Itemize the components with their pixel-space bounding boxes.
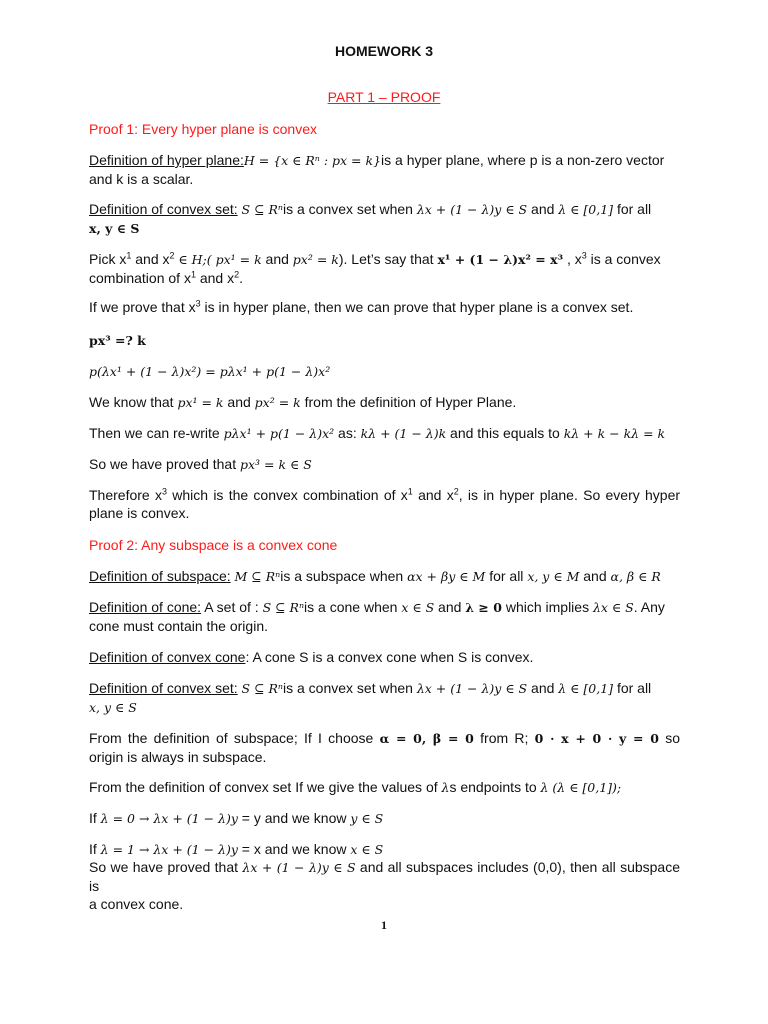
math: S ⊆ Rⁿ xyxy=(241,681,283,696)
math: 0 · x + 0 · y = 0 xyxy=(534,731,659,746)
superscript: 1 xyxy=(190,269,196,280)
text: for all xyxy=(616,201,652,217)
text: which implies xyxy=(505,599,590,615)
text: is a cone when xyxy=(304,599,398,615)
math: px² = k xyxy=(254,395,301,410)
math: x, y ∈ S xyxy=(89,700,137,715)
math: x¹ + (1 − λ)x² = x³ xyxy=(437,252,564,267)
text: and xyxy=(531,201,555,217)
def-label: Definition of cone: xyxy=(89,599,202,615)
final-line1 xyxy=(89,858,680,895)
text: So we have proved that xyxy=(89,456,237,472)
text: and x xyxy=(418,487,454,503)
proof1-eq1 xyxy=(89,331,680,350)
proof2-if-lambda-0 xyxy=(89,809,680,828)
from-subspace-line1 xyxy=(89,729,680,748)
proof1-weknow xyxy=(89,393,680,412)
proof1-pick xyxy=(89,250,680,287)
page-title: HOMEWORK 3 xyxy=(335,43,433,59)
text: and xyxy=(227,394,251,410)
math: λx + (1 − λ)y ∈ S xyxy=(416,681,528,696)
text: and xyxy=(265,251,289,267)
text: combination of x xyxy=(89,270,191,286)
text: A set of : xyxy=(204,599,259,615)
text: . Any xyxy=(633,599,665,615)
math: λx ∈ S xyxy=(592,600,634,615)
page-number: 1 xyxy=(381,918,387,932)
superscript: 2 xyxy=(169,250,175,261)
math: λ = 0 → λx + (1 − λ)y xyxy=(100,811,238,826)
superscript: 1 xyxy=(407,486,413,497)
text: We know that xyxy=(89,394,174,410)
math: λ ∈ [0,1] xyxy=(558,202,614,217)
proof2-def-convex-cone xyxy=(89,648,680,666)
text: and xyxy=(583,568,607,584)
text: Therefore x xyxy=(89,487,162,503)
proof2-heading: Proof 2: Any subspace is a convex cone xyxy=(89,537,338,553)
text: , x xyxy=(566,251,582,267)
text: Then we can re-write xyxy=(89,425,220,441)
math: λ xyxy=(441,780,450,795)
text: is a convex set when xyxy=(283,201,413,217)
math: α = 0, β = 0 xyxy=(379,731,474,746)
text: So we have proved that xyxy=(89,859,239,875)
text: and this equals to xyxy=(450,425,560,441)
text: and k is a scalar. xyxy=(89,171,194,187)
text: for all xyxy=(616,680,652,696)
math: α, β ∈ R xyxy=(610,569,661,584)
text: a convex cone. xyxy=(89,896,184,912)
text: which is the convex combination of x xyxy=(172,487,408,503)
text: is a subspace when xyxy=(280,568,404,584)
text: is a convex set when xyxy=(283,680,413,696)
text: . xyxy=(239,270,244,286)
math: λx + (1 − λ)y ∈ S xyxy=(242,860,356,875)
text: , is in hyper plane. So every hyper xyxy=(458,487,681,503)
math: M ⊆ Rⁿ xyxy=(234,569,281,584)
text: and x xyxy=(135,251,170,267)
text: origin is always in subspace. xyxy=(89,749,267,765)
superscript: 2 xyxy=(234,269,240,280)
proof1-def-convex xyxy=(89,200,680,238)
text: and xyxy=(438,599,462,615)
math: S ⊆ Rⁿ xyxy=(241,202,283,217)
proof2-def-convex xyxy=(89,679,680,717)
math: λx + (1 − λ)y ∈ S xyxy=(416,202,528,217)
math: px³ =? k xyxy=(89,333,146,348)
math: x, y ∈ M xyxy=(527,569,580,584)
text: from R; xyxy=(480,730,529,746)
proof2-from-convex xyxy=(89,778,680,797)
proof2-def-subspace xyxy=(89,567,680,586)
math: pλx¹ + p(1 − λ)x² xyxy=(223,426,335,441)
text: plane is convex. xyxy=(89,505,190,521)
text: From the definition of convex set If we give the values of xyxy=(89,779,438,795)
def-label: Definition of convex set: xyxy=(89,201,238,217)
proof1-rewrite xyxy=(89,424,680,443)
math: H = {x ∈ Rⁿ : px = k} xyxy=(243,153,382,168)
math: x, y ∈ S xyxy=(89,221,140,236)
superscript: 3 xyxy=(161,486,167,497)
math: λ (λ ∈ [0,1]); xyxy=(540,780,622,795)
text: and x xyxy=(199,270,235,286)
math: y ∈ S xyxy=(350,811,384,826)
math: λ = 1 → λx + (1 − λ)y xyxy=(100,842,238,857)
text: ). Let’s say that xyxy=(338,251,434,267)
text: is in hyper plane, then we can prove that hyper plane is a convex set. xyxy=(204,299,634,315)
superscript: 1 xyxy=(126,250,132,261)
def-label: Definition of convex set: xyxy=(89,680,238,696)
math: x ∈ S xyxy=(350,842,384,857)
text: so xyxy=(665,730,681,746)
text: If xyxy=(89,841,97,857)
text: If we prove that x xyxy=(89,299,196,315)
proof2-from-subspace xyxy=(89,729,680,766)
text: Pick x xyxy=(89,251,127,267)
math: αx + βy ∈ M xyxy=(407,569,486,584)
text: s endpoints to xyxy=(449,779,537,795)
text: cone must contain the origin. xyxy=(89,618,268,634)
text: from the definition of Hyper Plane. xyxy=(304,394,517,410)
proof1-def-hyperplane xyxy=(89,151,680,188)
proof1-ifprove xyxy=(89,298,680,316)
therefore-line1 xyxy=(89,486,680,504)
text: is a convex xyxy=(590,251,661,267)
math: px² = k xyxy=(292,252,339,267)
math: kλ + (1 − λ)k xyxy=(360,426,447,441)
text: = x and we know xyxy=(241,841,347,857)
math: px¹ = k xyxy=(177,395,224,410)
proof1-eq2 xyxy=(89,362,680,381)
text: = y and we know xyxy=(241,810,347,826)
text: is a hyper plane, where p is a non-zero vector xyxy=(381,152,665,168)
proof2-def-cone xyxy=(89,598,680,635)
math: λ ∈ [0,1] xyxy=(558,681,614,696)
text: : A cone S is a convex cone when S is convex. xyxy=(245,649,534,665)
def-label: Definition of hyper plane: xyxy=(89,152,244,168)
math: S ⊆ Rⁿ xyxy=(262,600,305,615)
text: for all xyxy=(489,568,524,584)
superscript: 2 xyxy=(453,486,459,497)
proof2-if-lambda-1 xyxy=(89,840,680,859)
proof1-therefore xyxy=(89,486,680,522)
math: kλ + k − kλ = k xyxy=(563,426,666,441)
math: λ ≥ 0 xyxy=(465,600,502,615)
text: and all subspaces includes (0,0), then all subspace is xyxy=(89,859,681,894)
part-heading: PART 1 – PROOF xyxy=(327,89,441,105)
math: x ∈ S xyxy=(401,600,435,615)
proof2-final xyxy=(89,858,680,913)
text: If xyxy=(89,810,97,826)
superscript: 3 xyxy=(195,298,201,309)
def-label: Definition of convex cone xyxy=(89,649,246,665)
def-label: Definition of subspace: xyxy=(89,568,231,584)
text: From the definition of subspace; If I choose xyxy=(89,730,374,746)
proof1-proved xyxy=(89,455,680,474)
proof1-heading: Proof 1: Every hyper plane is convex xyxy=(89,121,318,137)
math: ∈ H;( px¹ = k xyxy=(178,252,262,267)
text: as: xyxy=(338,425,357,441)
math: p(λx¹ + (1 − λ)x²) = pλx¹ + p(1 − λ)x² xyxy=(89,364,331,379)
superscript: 3 xyxy=(581,250,587,261)
math: px³ = k ∈ S xyxy=(240,457,312,472)
text: and xyxy=(531,680,555,696)
